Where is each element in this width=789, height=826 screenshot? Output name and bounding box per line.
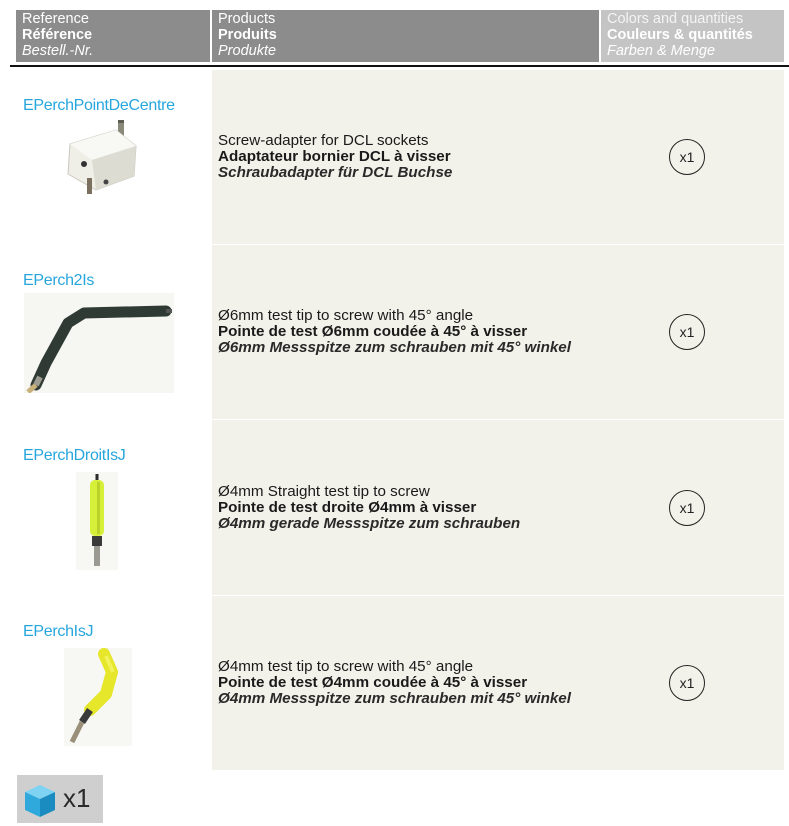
table-row — [16, 596, 784, 770]
description-en: Ø6mm test tip to screw with 45° angle — [218, 307, 474, 324]
header-products-fr: Produits — [218, 27, 277, 43]
reference-code: EPerchIsJ — [23, 623, 94, 640]
quantity-cell — [601, 596, 784, 770]
description-en: Ø4mm Straight test tip to screw — [218, 482, 430, 500]
product-cell — [212, 596, 601, 770]
reference-code: EPerch2Is — [23, 272, 95, 289]
quantity-badge: x1 — [669, 490, 705, 526]
screw-adapter-icon — [56, 118, 146, 198]
quantity-badge: x1 — [669, 665, 705, 701]
header-reference-de: Bestell.-Nr. — [22, 43, 94, 59]
product-description — [218, 659, 571, 707]
product-description — [218, 484, 520, 532]
product-description — [218, 308, 571, 356]
product-description — [218, 133, 452, 181]
description-fr: Pointe de test Ø6mm coudée à 45° à visser — [218, 323, 528, 340]
product-cell — [212, 70, 601, 244]
package-quantity — [17, 775, 103, 823]
header-quantities — [601, 10, 784, 62]
quantity-badge: x1 — [669, 314, 705, 350]
description-fr: Pointe de test droite Ø4mm à visser — [218, 498, 477, 516]
description-fr: Adaptateur bornier DCL à visser — [218, 148, 451, 165]
quantity-cell — [601, 70, 784, 244]
product-cell — [212, 420, 601, 595]
reference-cell — [16, 245, 212, 419]
reference-cell — [16, 420, 212, 595]
header-products-de: Produkte — [218, 43, 277, 59]
quantity-badge: x1 — [669, 139, 705, 175]
header-reference-fr: Référence — [22, 27, 93, 43]
table-row — [16, 70, 784, 244]
header-quantities-fr: Couleurs & quantités — [607, 27, 753, 43]
header-reference-en: Reference — [22, 11, 89, 27]
header-reference — [16, 10, 210, 62]
description-de: Schraubadapter für DCL Buchse — [218, 164, 453, 181]
quantity-cell — [601, 420, 784, 595]
angled-test-tip-4mm-icon — [64, 648, 132, 746]
description-en: Ø4mm test tip to screw with 45° angle — [218, 658, 474, 675]
header-rule — [10, 65, 789, 67]
table-row — [16, 420, 784, 595]
straight-test-tip-4mm-icon — [76, 472, 118, 570]
description-de: Ø6mm Messspitze zum schrauben mit 45° winkel — [218, 339, 571, 356]
header-quantities-en: Colors and quantities — [607, 11, 744, 27]
description-fr: Pointe de test Ø4mm coudée à 45° à visser — [218, 674, 528, 691]
description-en: Screw-adapter for DCL sockets — [218, 132, 429, 149]
package-quantity-label: x1 — [63, 783, 91, 813]
reference-code: EPerchDroitIsJ — [23, 447, 126, 464]
reference-cell — [16, 596, 212, 770]
product-cell — [212, 245, 601, 419]
header-quantities-de: Farben & Menge — [607, 43, 716, 59]
description-de: Ø4mm gerade Messspitze zum schrauben — [218, 514, 521, 532]
description-de: Ø4mm Messspitze zum schrauben mit 45° winkel — [218, 690, 571, 707]
header-products — [212, 10, 599, 62]
package-box-icon — [21, 781, 59, 819]
reference-code: EPerchPointDeCentre — [23, 97, 175, 114]
header-products-en: Products — [218, 11, 276, 27]
angled-test-tip-6mm-icon — [24, 293, 174, 393]
reference-cell — [16, 70, 212, 244]
table-row — [16, 245, 784, 419]
quantity-cell — [601, 245, 784, 419]
